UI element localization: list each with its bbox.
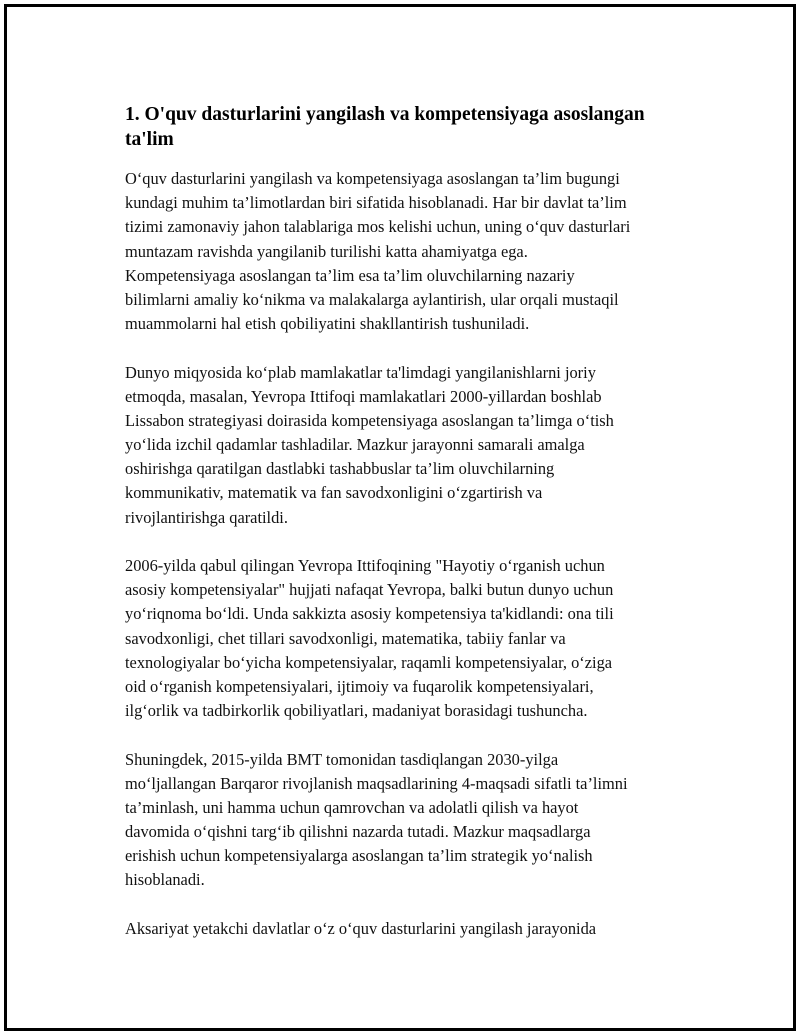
text-line: 2006-yilda qabul qilingan Yevropa Ittifoqining "Hayotiy o‘rganish uchun (125, 556, 605, 575)
text-line: erishish uchun kompetensiyalarga asoslangan ta’lim strategik yo‘nalish (125, 846, 593, 866)
text-line: rivojlantirishga qaratildi. (125, 507, 288, 527)
text-line: muammolarni hal etish qobiliyatini shakllantirish tushuniladi. (125, 314, 530, 334)
text-line: yo‘riqnoma bo‘ldi. Unda sakkizta asosiy kompetensiya ta'kidlandi: ona tili (125, 604, 614, 624)
section-heading (125, 102, 645, 152)
text-line: Dunyo miqyosida ko‘plab mamlakatlar ta'limdagi yangilanishlarni joriy (125, 362, 596, 382)
text-line: texnologiyalar bo‘yicha kompetensiyalar, raqamli kompetensiyalar, o‘ziga (125, 652, 613, 672)
paragraph (125, 554, 725, 723)
text-line: etmoqda, masalan, Yevropa Ittifoqi mamlakatlari 2000-yillardan boshlab (125, 386, 602, 406)
text-line: yo‘lida izchil qadamlar tashladilar. Mazkur jarayonni samarali amalga (125, 435, 585, 455)
text-line: mo‘ljallangan Barqaror rivojlanish maqsadlarining 4-maqsadi sifatli ta’limni (125, 773, 628, 793)
paragraph (125, 748, 725, 893)
text-line: Lissabon strategiyasi doirasida kompetensiyaga asoslangan ta’limga o‘tish (125, 410, 614, 430)
document-page (4, 4, 796, 1031)
text-line: oid o‘rganish kompetensiyalari, ijtimoiy va fuqarolik kompetensiyalari, (125, 676, 594, 696)
paragraph (125, 167, 725, 336)
text-line: Shuningdek, 2015-yilda BMT tomonidan tasdiqlangan 2030-yilga (125, 749, 559, 769)
text-line: ilg‘orlik va tadbirkorlik qobiliyatlari, madaniyat borasidagi tushuncha. (125, 701, 588, 721)
text-line: kundagi muhim ta’limotlardan biri sifatida hisoblanadi. Har bir davlat ta’lim (125, 193, 627, 213)
paragraph (125, 917, 725, 941)
text-line: bilimlarni amaliy ko‘nikma va malakalarga aylantirish, ular orqali mustaqil (125, 289, 619, 309)
text-line: hisoblanadi. (125, 870, 205, 890)
text-line: Aksariyat yetakchi davlatlar o‘z o‘quv dasturlarini yangilash jarayonida (125, 918, 597, 938)
heading-line: ta'lim (125, 129, 174, 150)
text-line: tizimi zamonaviy jahon talablariga mos kelishi uchun, uning o‘quv dasturlari (125, 217, 631, 237)
text-line: asosiy kompetensiyalar" hujjati nafaqat Yevropa, balki butun dunyo uchun (125, 580, 614, 600)
text-line: Kompetensiyaga asoslangan ta’lim esa ta’lim oluvchilarning nazariy (125, 265, 575, 285)
text-line: O‘quv dasturlarini yangilash va kompetensiyaga asoslangan ta’lim bugungi (125, 169, 620, 188)
text-line: kommunikativ, matematik va fan savodxonligini o‘zgartirish va (125, 483, 543, 503)
text-line: muntazam ravishda yangilanib turilishi katta ahamiyatga ega. (125, 241, 528, 261)
text-line: oshirishga qaratilgan dastlabki tashabbuslar ta’lim oluvchilarning (125, 459, 555, 479)
text-line: savodxonligi, chet tillari savodxonligi, matematika, tabiiy fanlar va (125, 628, 566, 648)
heading-line: 1. O'quv dasturlarini yangilash va kompetensiyaga asoslangan (125, 104, 645, 125)
document-body (125, 167, 725, 965)
text-line: davomida o‘qishni targ‘ib qilishni nazarda tutadi. Mazkur maqsadlarga (125, 822, 591, 842)
paragraph (125, 361, 725, 530)
text-line: ta’minlash, uni hamma uchun qamrovchan va adolatli qilish va hayot (125, 797, 579, 817)
